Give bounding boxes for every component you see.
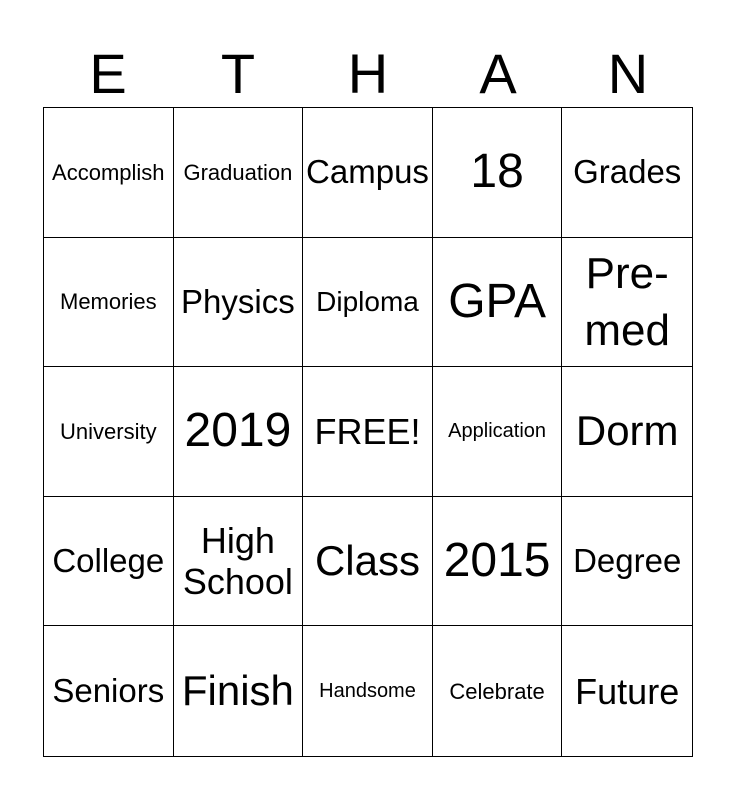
bingo-header	[43, 40, 693, 108]
header-letter-a: A	[479, 42, 517, 105]
bingo-cell[interactable]: GPA	[433, 238, 563, 368]
bingo-cell[interactable]: Seniors	[44, 626, 174, 756]
bingo-cell[interactable]: 2015	[433, 497, 563, 627]
bingo-cell[interactable]: Class	[303, 497, 433, 627]
bingo-board	[43, 107, 693, 757]
bingo-cell[interactable]: Handsome	[303, 626, 433, 756]
header-letter-t: T	[220, 42, 256, 105]
header-letter-h: H	[347, 42, 389, 105]
bingo-cell[interactable]: Memories	[44, 238, 174, 368]
bingo-cell[interactable]: Dorm	[562, 367, 692, 497]
bingo-cell[interactable]: 2019	[174, 367, 304, 497]
bingo-cell[interactable]: University	[44, 367, 174, 497]
bingo-cell[interactable]: Graduation	[174, 108, 304, 238]
bingo-cell[interactable]: Accomplish	[44, 108, 174, 238]
bingo-cell[interactable]: 18	[433, 108, 563, 238]
header-letter-n: N	[607, 42, 649, 105]
bingo-cell[interactable]: Physics	[174, 238, 304, 368]
bingo-cell[interactable]: Grades	[562, 108, 692, 238]
bingo-cell[interactable]: Diploma	[303, 238, 433, 368]
bingo-cell[interactable]: Future	[575, 670, 680, 712]
header-letter-e: E	[89, 42, 127, 105]
free-space-cell[interactable]: FREE!	[303, 367, 433, 497]
bingo-cell[interactable]: Application	[433, 367, 563, 497]
bingo-cell[interactable]: Degree	[562, 497, 692, 627]
bingo-cell[interactable]: Campus	[303, 108, 433, 238]
bingo-cell[interactable]: Finish	[174, 626, 304, 756]
bingo-cell[interactable]: Celebrate	[433, 626, 563, 756]
bingo-cell[interactable]: College	[44, 497, 174, 627]
bingo-cell[interactable]: High School	[174, 497, 304, 627]
bingo-cell[interactable]: Pre- med	[562, 238, 692, 368]
